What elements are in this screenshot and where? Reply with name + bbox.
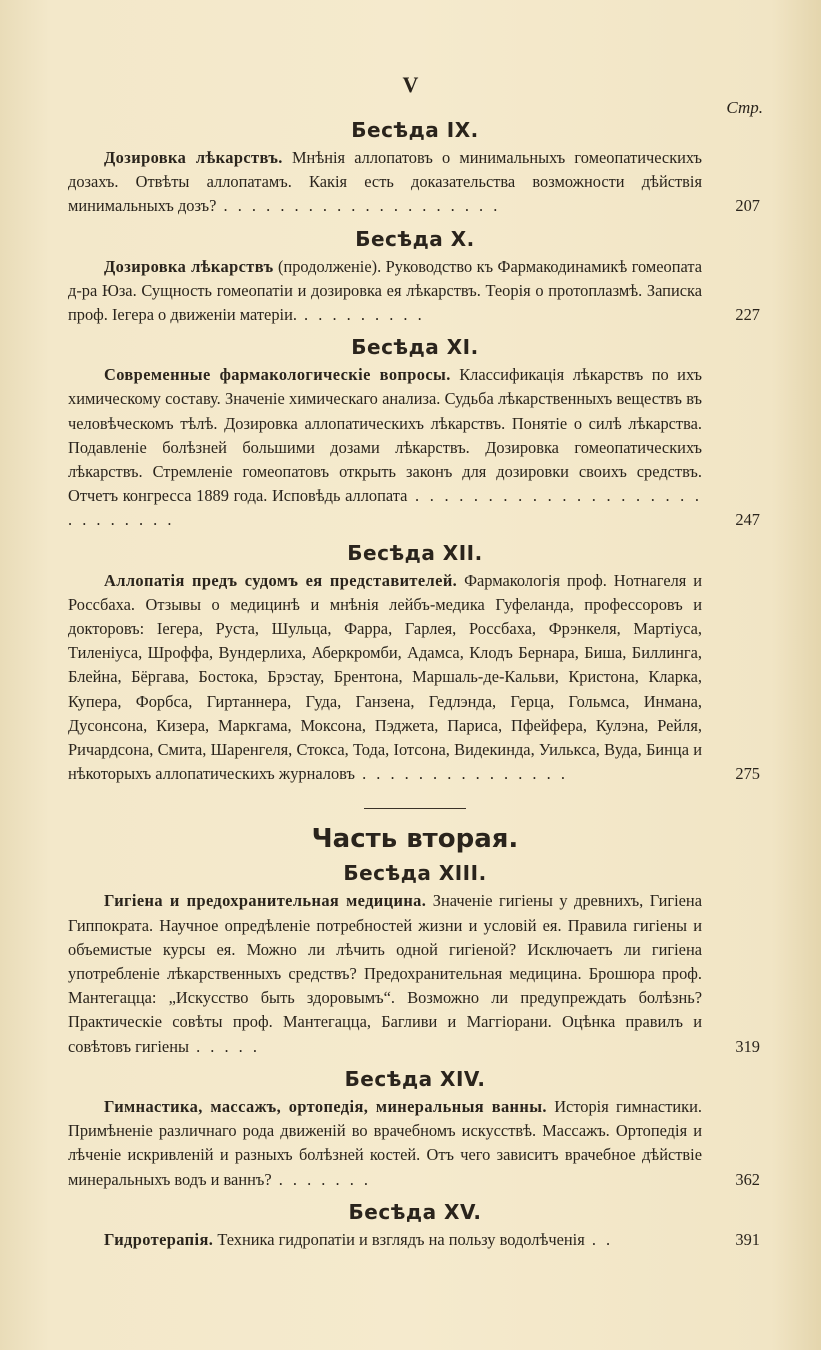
entry-page: 207 [735, 196, 760, 216]
entry-body: Фармакологія проф. Нотнагеля и Россбаха. Отзывы о медицинѣ и мнѣнія лейбъ-медика Гуфеланда, профессоровъ и докторовъ: Іегера, Руста, Шульца, Фарра, Гарлея, Россбаха, Фрэнкеля, Мартіуса, Тиленіуса, Шроффа, Вундерлиха, Аберкромби, Адамса, Клодъ Бернара, Биша, Биллинга, Блейна, Бёргава, Бостока, Брэстау, Брентона, Маршаль-де-Кальви, Кристона, Кларка, Купера, Форбса, Гиртаннера, Гуда, Ганзена, Гедлэнда, Герца, Гольмса, Инмана, Дусонсона, Кизера, Маркгама, Моксона, Пэджета, Париса, Пфейфера, Кулэна, Рейля, Ричардсона, Смита, Шаренгеля, Стокса, Тода, Іотсона, Видекинда, Уилькса, Вуда, Бинца и нѣкоторыхъ аллопатическихъ журналовъ [68, 570, 702, 784]
leader-dots: . . . . . . . . . . . . . . . . . . . . [216, 196, 501, 216]
divider [364, 808, 466, 809]
section-heading: Бесѣда XIV. [344, 1066, 486, 1091]
toc-entry [68, 1228, 762, 1252]
entry-title: Дозировка лѣкарствъ. [104, 148, 283, 167]
leader-dots: . . . . . . . . . . . . . . . [354, 764, 568, 784]
entry-body: (продолженіе). Руководство къ Фармакодинамикѣ гомеопата д-ра Юза. Сущность гомеопатіи и дозировка ея лѣкарствъ. Теорія о протоплазмѣ. Записка проф. Іегера о движеніи матеріи. [68, 256, 702, 325]
entry-title: Дозировка лѣкарствъ [104, 256, 274, 276]
table-of-contents [68, 116, 762, 1258]
entry-page: 275 [735, 764, 760, 784]
section-heading: Бесѣда X. [355, 226, 475, 251]
entry-body: Исторія гимнастики. Примѣненіе различнаго рода движеній во врачебномъ искусствѣ. Массажъ. Ортопедія и лѣченіе искривленій и разныхъ болѣзней костей. Отъ чего зависитъ врачебное дѣйствіе минеральныхъ водъ и ваннъ? [68, 1096, 702, 1189]
page-number: V [402, 72, 419, 97]
entry-title: Аллопатія предъ судомъ ея представителей. [104, 570, 458, 590]
leader-dots: . . . . . . . . . [296, 305, 425, 325]
toc-entry [68, 146, 762, 219]
entry-page: 362 [735, 1169, 760, 1189]
section-heading: Бесѣда XI. [351, 335, 479, 360]
entry-page: 247 [735, 510, 760, 530]
toc-entry [68, 1095, 762, 1192]
entry-title: Гимнастика, массажъ, ортопедія, минеральныя ванны. [104, 1096, 547, 1116]
toc-entry [68, 363, 762, 532]
leader-dots: . . [584, 1229, 614, 1249]
page-column-header: Стр. [726, 98, 763, 117]
toc-entry [68, 569, 762, 787]
entry-body: Техника гидропатіи и взглядъ на пользу водолѣченія [213, 1229, 585, 1249]
entry-title: Современные фармакологическіе вопросы. [104, 365, 451, 385]
entry-body: Значеніе гигіены у древнихъ, Гигіена Гиппократа. Научное опредѣленіе потребностей жизни и условій ея. Правила гигіены и объемистые курсы ея. Можно ли лѣчить одной гигіеной? Исключаетъ ли гигіена употребленіе лѣкарственныхъ средствъ? Предохранительная медицина. Брошюра проф. Мантегацца: „Искусство быть здоровымъ“. Возможно ли предупреждать болѣзнь? Практическіе совѣты проф. Мантегацца, Багливи и Маггіорани. Оцѣнка правилъ и совѣтовъ гигіены [68, 891, 702, 1056]
part-title: Часть вторая. [311, 824, 519, 855]
section-heading: Бесѣда XII. [347, 540, 483, 565]
entry-title: Гидротерапія. [104, 1229, 214, 1249]
leader-dots: . . . . . . . . . . . . . . . . . . . . . . . . . . . . [68, 486, 703, 530]
leader-dots: . . . . . [189, 1036, 260, 1056]
section-heading: Бесѣда XIII. [343, 861, 487, 886]
toc-entry [68, 889, 762, 1058]
leader-dots: . . . . . . . [271, 1169, 371, 1189]
entry-title: Гигіена и предохранительная медицина. [104, 891, 427, 911]
section-heading: Бесѣда XV. [348, 1199, 482, 1224]
entry-page: 391 [735, 1229, 760, 1249]
entry-body: Классификація лѣкарствъ по ихъ химическому составу. Значеніе химическаго анализа. Судьба лѣкарственныхъ веществъ въ человѣческомъ тѣлѣ. Дозировка аллопатическихъ лѣкарствъ. Понятіе о силѣ лѣкарства. Подавленіе болѣзней большими дозами лѣкарствъ. Дозировка гомеопатическихъ лѣкарствъ. Стремленіе гомеопатовъ открыть законъ для дозировки своихъ средствъ. Отчетъ конгресса 1889 года. Исповѣдь аллопата [68, 365, 702, 506]
section-heading: Бесѣда IX. [351, 118, 479, 142]
toc-entry [68, 255, 762, 328]
entry-page: 227 [735, 305, 760, 325]
entry-body: Мнѣнія аллопатовъ о минимальныхъ гомеопатическихъ дозахъ. Отвѣты аллопатамъ. Какія есть доказательства возможности дѣйствія минимальныхъ дозъ? [68, 148, 702, 216]
entry-page: 319 [735, 1036, 760, 1056]
